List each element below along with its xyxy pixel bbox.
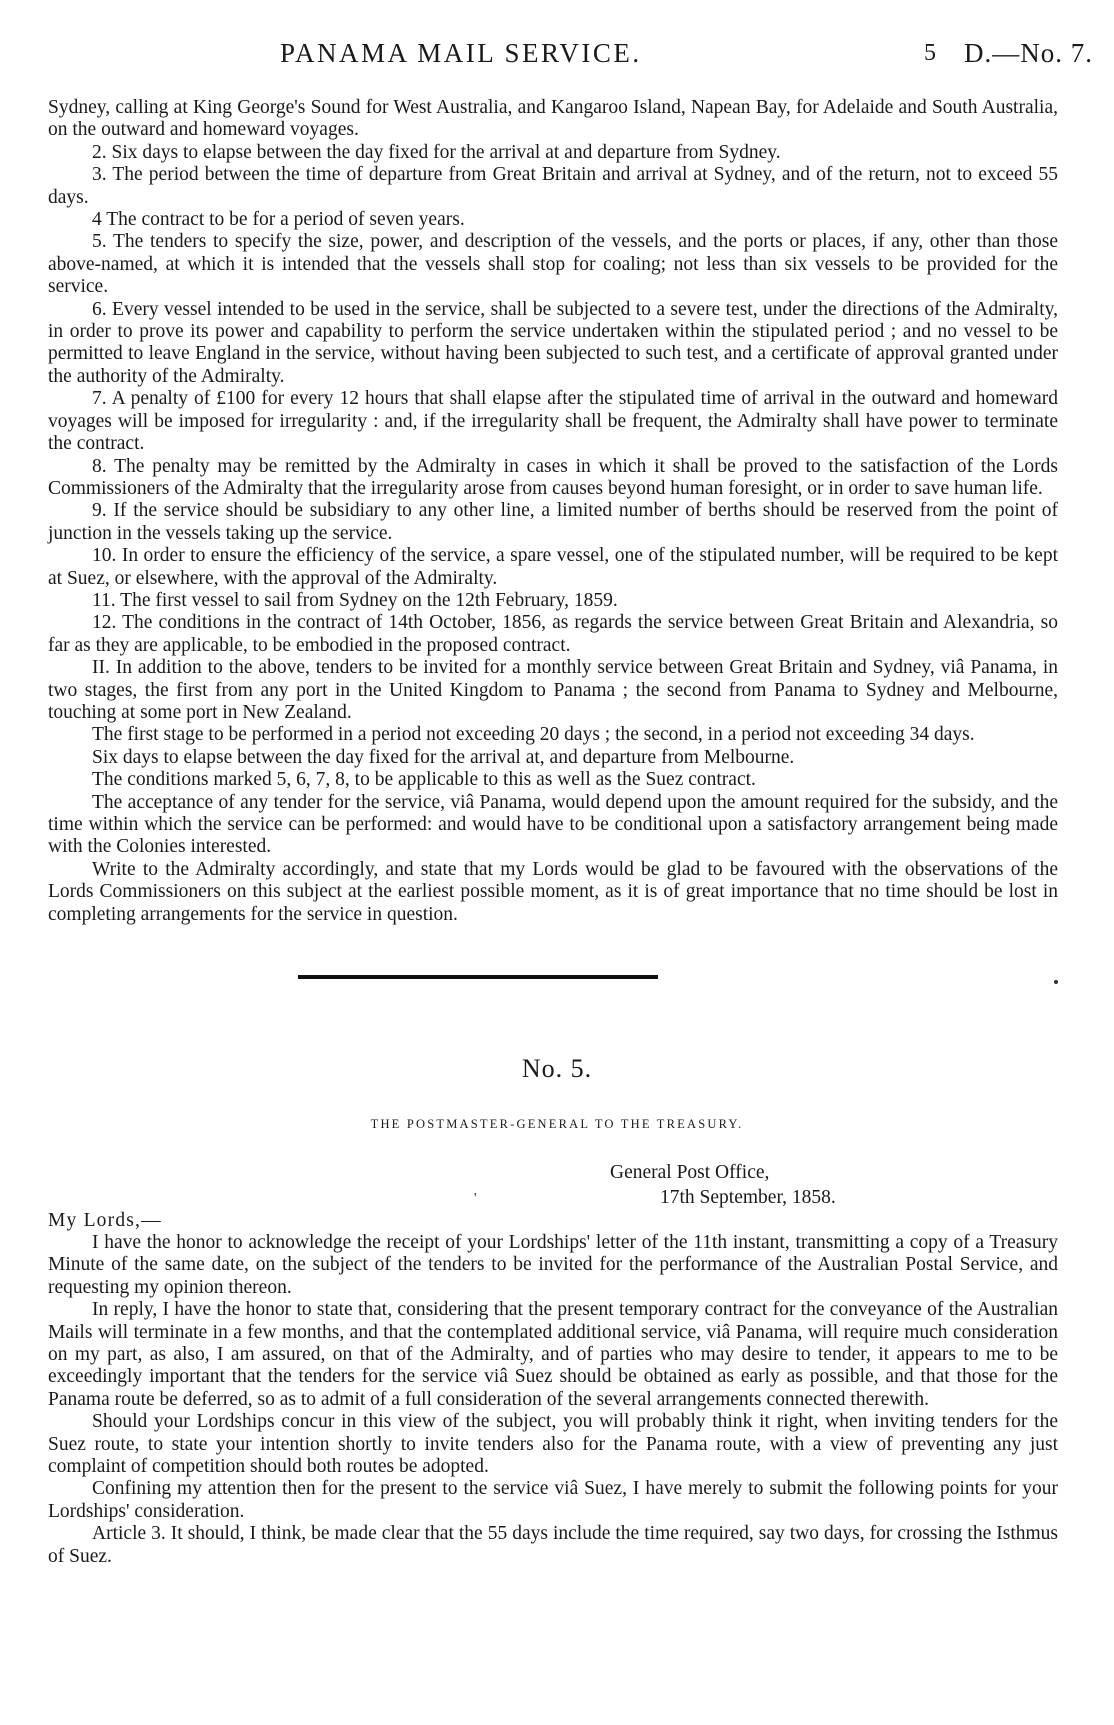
paragraph: 6. Every vessel intended to be used in the service, shall be subjected to a severe test, under the directions of the Admiralty, in order to prove its power and capability to perform the service undertaken within the stipulated period ; and no vessel to be permitted to leave England in the service, without having been subjected to such test, and a certificate of approval granted under the authority of the Admiralty.: [48, 298, 1058, 387]
paragraph: 7. A penalty of £100 for every 12 hours that shall elapse after the stipulated time of arrival in the outward and homeward voyages will be imposed for irregularity : and, if the irregularity shall be frequent, the Admiralty shall have power to terminate the contract.: [48, 388, 1058, 455]
print-mark: ': [474, 1191, 477, 1206]
paragraph: I have the honor to acknowledge the receipt of your Lordships' letter of the 11th instant, transmitting a copy of a Treasury Minute of the same date, on the subject of the tenders to be invited for the performance of the Australian Postal Service, and requesting my opinion thereon.: [48, 1232, 1058, 1298]
section-divider: [298, 975, 658, 979]
paragraph: 5. The tenders to specify the size, power, and description of the vessels, and the ports or places, if any, other than those above-named, at which it is intended that the vessels shall stop for coaling; not less than six vessels to be provided for the service.: [48, 231, 1058, 298]
document-reference: D.—No. 7.: [964, 38, 1093, 68]
paragraph: Six days to elapse between the day fixed for the arrival at, and departure from Melbourne.: [92, 746, 795, 768]
page-number: 5: [924, 40, 936, 66]
salutation: My Lords,—: [48, 1210, 162, 1231]
paragraph: II. In addition to the above, tenders to be invited for a monthly service between Great Britain and Sydney, viâ Panama, in two stages, the first from any port in the United Kingdom to Panama ; the second from Panama to Sydney and Melbourne, touching at some port in New Zealand.: [48, 657, 1058, 723]
paragraph: 12. The conditions in the contract of 14th October, 1856, as regards the service between Great Britain and Alexandria, so far as they are applicable, to be embodied in the proposed contract.: [48, 612, 1058, 656]
paragraph: 2. Six days to elapse between the day fixed for the arrival at and departure from Sydney.: [92, 141, 781, 163]
treasury-minute-continuation: [48, 97, 1058, 926]
letter-address: General Post Office,: [610, 1162, 770, 1183]
letter-date: 17th September, 1858.: [660, 1187, 836, 1208]
paragraph: 3. The period between the time of departure from Great Britain and arrival at Sydney, and of the return, not to exceed 55 days.: [48, 164, 1058, 208]
document-number: No. 5.: [521, 1054, 593, 1083]
paragraph: In reply, I have the honor to state that, considering that the present temporary contract for the conveyance of the Australian Mails will terminate in a few months, and that the contemplated additional service, viâ Panama, will require much consideration on my part, as also, I am assured, on that of the Admiralty, and of parties who may desire to tender, it appears to me to be exceedingly important that the tenders for the service viâ Suez should be obtained as early as possible, and that those for the Panama route be deferred, so as to admit of a full consideration of the several arrangements connected therewith.: [48, 1299, 1058, 1410]
paragraph: The acceptance of any tender for the service, viâ Panama, would depend upon the amount required for the subsidy, and the time within which the service can be performed: and would have to be conditional upon a satisfactory arrangement being made with the Colonies interested.: [48, 791, 1058, 858]
letter-body: [48, 1232, 1058, 1568]
running-title: PANAMA MAIL SERVICE.: [280, 38, 642, 68]
paragraph: 9. If the service should be subsidiary to any other line, a limited number of berths should be reserved from the point of junction in the vessels taking up the service.: [48, 500, 1058, 544]
paragraph: 11. The first vessel to sail from Sydney on the 12th February, 1859.: [92, 589, 618, 611]
paragraph: Article 3. It should, I think, be made clear that the 55 days include the time required, say two days, for crossing the Isthmus of Suez.: [48, 1523, 1058, 1567]
paragraph: Sydney, calling at King George's Sound for West Australia, and Kangaroo Island, Napean Bay, for Adelaide and South Australia, on the outward and homeward voyages.: [48, 97, 1058, 141]
paragraph: The first stage to be performed in a period not exceeding 20 days ; the second, in a period not exceeding 34 days.: [92, 724, 975, 746]
print-speck: [1054, 980, 1058, 984]
paragraph: 10. In order to ensure the efficiency of the service, a spare vessel, one of the stipulated number, will be required to be kept at Suez, or elsewhere, with the approval of the Admiralty.: [48, 545, 1058, 589]
paragraph: 4 The contract to be for a period of seven years.: [92, 209, 465, 231]
paragraph: Confining my attention then for the present to the service viâ Suez, I have merely to submit the following points for your Lordships' consideration.: [48, 1478, 1058, 1522]
paragraph: Write to the Admiralty accordingly, and state that my Lords would be glad to be favoured with the observations of the Lords Commissioners on this subject at the earliest possible moment, as it is of great importance that no time should be lost in completing arrangements for the service in question.: [48, 858, 1058, 925]
paragraph: 8. The penalty may be remitted by the Admiralty in cases in which it shall be proved to the satisfaction of the Lords Commissioners of the Admiralty that the irregularity arose from causes beyond human foresight, or in order to save human life.: [48, 455, 1058, 499]
paragraph: Should your Lordships concur in this view of the subject, you will probably think it right, when inviting tenders for the Suez route, to state your intention shortly to invite tenders also for the Panama route, with a view of preventing any just complaint of competition should both routes be adopted.: [48, 1411, 1058, 1478]
letter-heading: THE POSTMASTER-GENERAL TO THE TREASURY.: [370, 1117, 744, 1131]
paragraph: The conditions marked 5, 6, 7, 8, to be applicable to this as well as the Suez contract.: [92, 769, 756, 791]
